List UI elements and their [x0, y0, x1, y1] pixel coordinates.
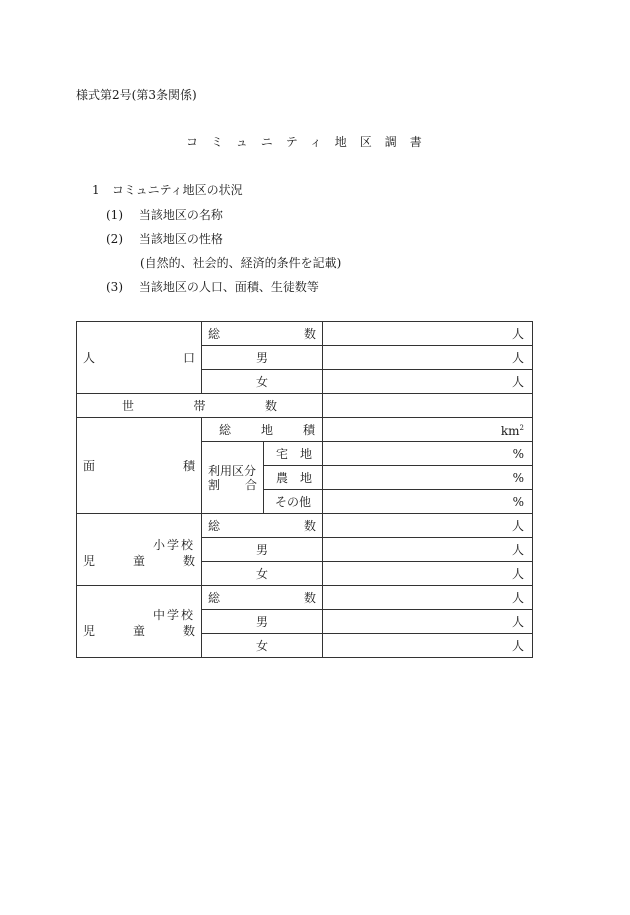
section-1-text: コミュニティ地区の状況	[111, 183, 243, 197]
other-label: その他	[264, 490, 323, 514]
junior-high-male-label: 男	[202, 610, 323, 634]
population-total-value[interactable]: 人	[323, 322, 533, 346]
land-use-label: 利用区分 割 合	[202, 442, 264, 514]
residential-label: 宅 地	[264, 442, 323, 466]
population-female-value[interactable]: 人	[323, 370, 533, 394]
population-male-label: 男	[202, 346, 323, 370]
survey-table	[76, 321, 533, 658]
item-3-text: 当該地区の人口、面積、生徒数等	[138, 280, 319, 294]
elementary-male-label: 男	[202, 538, 323, 562]
elementary-female-label: 女	[202, 562, 323, 586]
households-label: 世 帯 数	[77, 394, 323, 418]
item-1-number: (1)	[106, 208, 123, 222]
elementary-total-value[interactable]: 人	[323, 514, 533, 538]
elementary-total-label: 総 数	[202, 514, 323, 538]
elementary-male-value[interactable]: 人	[323, 538, 533, 562]
junior-high-label-cell: 中学校 児 童 数	[77, 586, 202, 658]
area-total-label: 総 地 積	[202, 418, 323, 442]
section-1-heading	[92, 183, 243, 197]
junior-high-female-label: 女	[202, 634, 323, 658]
population-female-label: 女	[202, 370, 323, 394]
section-1-number: 1	[92, 183, 100, 197]
item-1	[106, 208, 223, 222]
item-2-number: (2)	[106, 232, 123, 246]
item-3	[106, 280, 319, 294]
elementary-label-cell: 小学校 児 童 数	[77, 514, 202, 586]
junior-high-male-value[interactable]: 人	[323, 610, 533, 634]
item-1-text: 当該地区の名称	[138, 208, 223, 222]
item-2-note: (自然的、社会的、経済的条件を記載)	[140, 256, 342, 270]
population-label-char: 口	[182, 350, 195, 365]
population-male-value[interactable]: 人	[323, 346, 533, 370]
population-label-cell	[77, 322, 202, 394]
residential-value[interactable]: %	[323, 442, 533, 466]
junior-high-female-value[interactable]: 人	[323, 634, 533, 658]
area-total-row	[77, 418, 533, 442]
other-value[interactable]: %	[323, 490, 533, 514]
farmland-value[interactable]: %	[323, 466, 533, 490]
population-label-char: 人	[83, 350, 96, 365]
junior-high-total-row	[77, 586, 533, 610]
junior-high-total-label: 総 数	[202, 586, 323, 610]
document-title: コミュニティ地区調書	[186, 135, 435, 149]
item-2	[106, 232, 223, 246]
elementary-female-value[interactable]: 人	[323, 562, 533, 586]
elementary-total-row	[77, 514, 533, 538]
population-total-label: 総 数	[202, 322, 323, 346]
form-number: 様式第2号(第3条関係)	[76, 88, 197, 102]
junior-high-total-value[interactable]: 人	[323, 586, 533, 610]
area-total-value[interactable]: $km^2$	[323, 418, 533, 442]
households-value[interactable]	[323, 394, 533, 418]
households-row	[77, 394, 533, 418]
farmland-label: 農 地	[264, 466, 323, 490]
item-3-number: (3)	[106, 280, 123, 294]
item-2-text: 当該地区の性格	[138, 232, 223, 246]
area-label-cell: 面 積	[77, 418, 202, 514]
population-total-row	[77, 322, 533, 346]
